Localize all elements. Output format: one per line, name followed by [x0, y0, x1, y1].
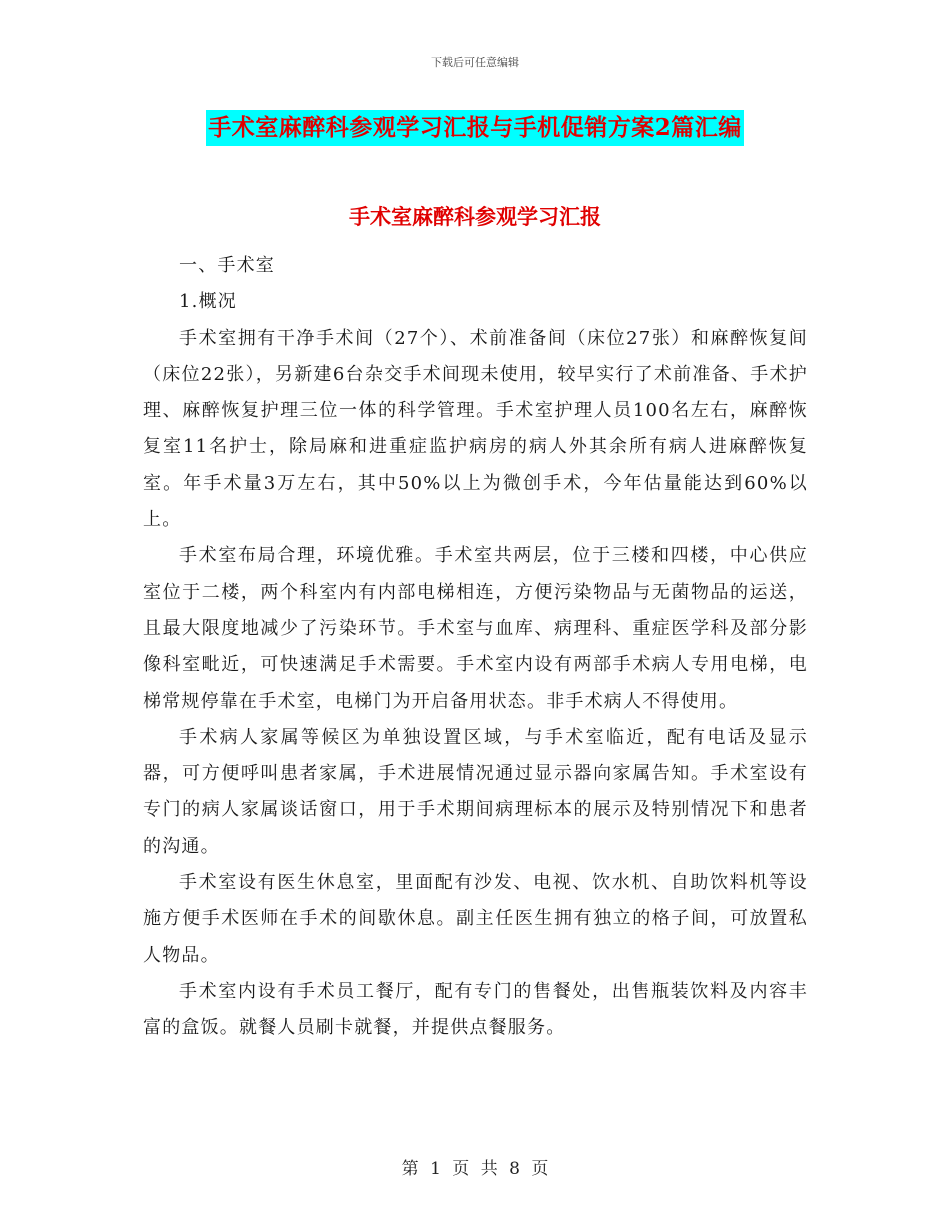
- page-number: 第 1 页 共 8 页: [401, 1159, 549, 1179]
- paragraph: 手术病人家属等候区为单独设置区域，与手术室临近，配有电话及显示器，可方便呼叫患者家属，手术进展情况通过显示器向家属告知。手术室设有专门的病人家属谈话窗口，用于手术期间病理标本的展示及特别情况下和患者的沟通。: [143, 726, 808, 857]
- paragraph: 手术室布局合理，环境优雅。手术室共两层，位于三楼和四楼，中心供应室位于二楼，两个科室内有内部电梯相连，方便污染物品与无菌物品的运送，且最大限度地减少了污染环节。手术室与血库、病理科、重症医学科及部分影像科室毗近，可快速满足手术需要。手术室内设有两部手术病人专用电梯，电梯常规停靠在手术室，电梯门为开启备用状态。非手术病人不得使用。: [143, 545, 808, 712]
- section-title: 手术室麻醉科参观学习汇报: [349, 204, 601, 229]
- paragraph: 手术室设有医生休息室，里面配有沙发、电视、饮水机、自助饮料机等设施方便手术医师在手术的间歇休息。副主任医生拥有独立的格子间，可放置私人物品。: [143, 872, 808, 966]
- document-title: 手术室麻醉科参观学习汇报与手机促销方案2篇汇编: [206, 110, 744, 146]
- page-header-note: 下载后可任意编辑: [431, 56, 519, 69]
- document-title-container: [0, 110, 950, 146]
- document-body: [143, 248, 808, 1047]
- paragraph: 手术室内设有手术员工餐厅，配有专门的售餐处，出售瓶装饮料及内容丰富的盒饭。就餐人员刷卡就餐，并提供点餐服务。: [143, 980, 808, 1039]
- heading-level-1: 一、手术室: [179, 255, 275, 276]
- paragraph: 手术室拥有干净手术间（27个）、术前准备间（床位27张）和麻醉恢复间（床位22张），另新建6台杂交手术间现未使用，较早实行了术前准备、手术护理、麻醉恢复护理三位一体的科学管理。手术室护理人员100名左右，麻醉恢复室11名护士，除局麻和进重症监护病房的病人外其余所有病人进麻醉恢复室。年手术量3万左右，其中50%以上为微创手术，今年估量能达到60%以上。: [143, 327, 808, 531]
- heading-level-2: 1.概况: [179, 291, 237, 313]
